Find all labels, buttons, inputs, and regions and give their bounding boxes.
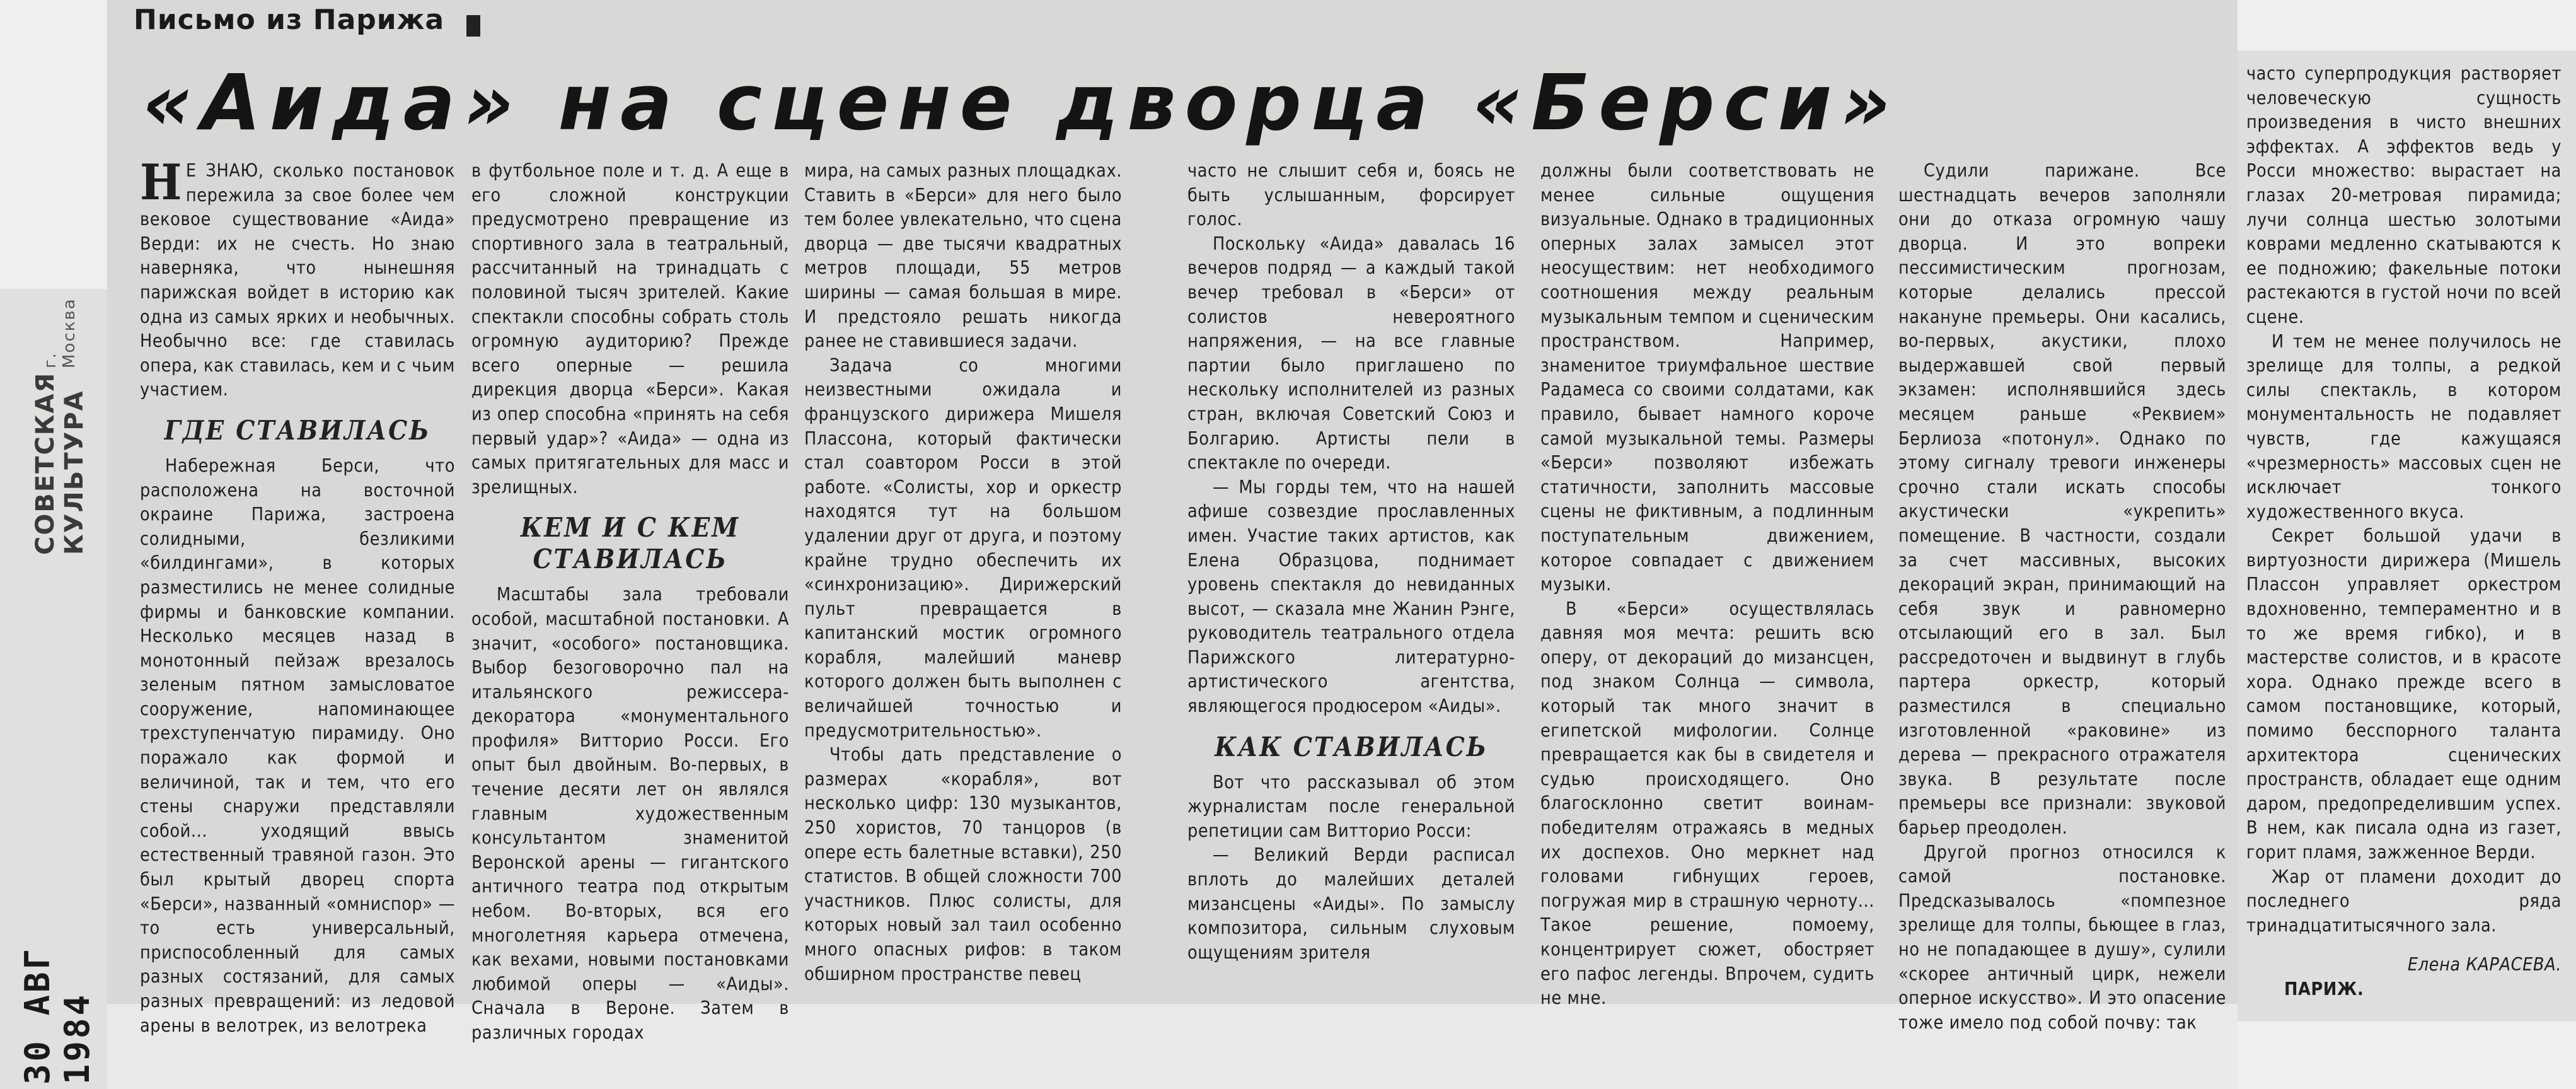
- paragraph: мира, на самых разных площадках. Ставить в «Берси» для него было тем более увлекательно, что сцена дворца — две тысячи квадратных метров площади, 55 метров ширины — самая большая в мире. И предстояло решать никогда ранее не ставившиеся задачи.: [804, 160, 1122, 352]
- article-column-6: [1898, 159, 2226, 1035]
- rubric-ink-mark: [466, 15, 480, 37]
- paragraph: должны были соответствовать не менее сильные ощущения визуальные. Однако в традиционных оперных залах замысел этот неосуществим: нет необходимого соотношения между реальным музыкальным темпом и сценическим пространством. Например, знаменитое триумфальное шествие Радамеса со своими солдатами, как правило, бывает намного короче самой музыкальной темы. Размеры «Берси» позволяют избежать статичности, заполнить массовые сцены не фиктивным, а подлинным поступательным движением, которое совпадает с движением музыки.: [1540, 160, 1874, 595]
- paragraph: И тем не менее получилось не зрелище для толпы, а редкой силы спектакль, в котором монументальность не подавляет чувств, где кажущаяся «чрезмерность» массовых сцен не исключает тонкого художественного вкуса.: [2246, 330, 2562, 522]
- paragraph: — Мы горды тем, что на нашей афише созвездие прославленных имен. Участие таких артистов, как Елена Образцова, поднимает уровень спектакля до невиданных высот, — сказала мне Жанин Рэнге, руководитель театрального отдела Парижского литературно-артистического агентства, являющегося продюсером «Аиды».: [1187, 476, 1515, 717]
- paragraph: Другой прогноз относился к самой постановке. Предсказывалось «помпезное зрелище для толпы, бьющее в глаз, но не попадающее в душу», сулили «скорее античный цирк, нежели оперное искусство». И это опасение тоже имело под собой почву: так: [1898, 841, 2226, 1033]
- article-column-7: [2246, 62, 2562, 1002]
- paragraph-text: Е ЗНАЮ, сколько постановок пережила за свое более чем вековое существование «Аида» Верди: их не счесть. Но знаю наверняка, что нынешняя парижская войдет в историю как одна из самых ярких и необычных. Необычно все: где ставилась опера, как ставилась, кем и с чьим участием.: [140, 160, 455, 400]
- article-headline: «Аида» на сцене дворца «Берси»: [142, 58, 1900, 148]
- paragraph: Вот что рассказывал об этом журналистам после генеральной репетиции сам Витторио Росси:: [1187, 771, 1515, 841]
- article-column-1: [140, 154, 455, 1038]
- stamp-city: г. Москва: [41, 298, 79, 368]
- article-column-4: [1187, 159, 1515, 965]
- article-column-2: [471, 159, 789, 1045]
- date-stamp: 30 АВГ 1984: [18, 946, 97, 1085]
- author-signature: Елена КАРАСЕВА.: [2407, 954, 2562, 975]
- dateline-place: ПАРИЖ.: [2284, 978, 2364, 999]
- paragraph: Секрет большой удачи в виртуозности дирижера (Мишель Плассон управляет оркестром вдохновенно, темпераментно и в то же время гибко), и в мастерстве солистов, и в красоте хора. Однако прежде всего в самом постановщике, который, помимо бесспорного таланта архитектора сценических пространств, обладает еще одним даром, предопределившим успех. В нем, как писала одна из газет, горит пламя, зажженное Верди.: [2246, 525, 2562, 863]
- paragraph: Судили парижане. Все шестнадцать вечеров заполняли они до отказа огромную чашу дворца. И это вопреки пессимистическим прогнозам, которые делались прессой накануне премьеры. Они касались, во-первых, акустики, плохо выдержавшей свой первый экзамен: исполнявшийся здесь месяцем раньше «Реквием» Берлиоза «потонул». Однако по этому сигналу тревоги инженеры срочно стали искать способы акустически «укрепить» помещение. В частности, создали за счет массивных, высоких декораций экран, принимающий на себя звук и равномерно отсылающий его в зал. Был рассредоточен и выдвинут в глубь партера оркестр, который разместился в специально изготовленной «раковине» из дерева — прекрасного отражателя звука. В результате после премьеры все признали: звуковой барьер преодолен.: [1898, 160, 2226, 839]
- paragraph: В «Берси» осуществлялась давняя моя мечта: решить всю оперу, от декораций до мизансцен, под знаком Солнца — символа, который так много значит в египетской мифологии. Солнце превращается как бы в свидетеля и судью происходящего. Оно благосклонно светит воинам-победителям отражаясь в медных их доспехов. Оно меркнет над головами гибнущих героев, погружая мир в страшную черноту... Такое решение, помоему, концентрирует сюжет, обостряет его пафос легенды. Впрочем, судить не мне.: [1540, 598, 1874, 1009]
- paragraph: — Великий Верди расписал вплоть до малейших деталей мизансцены «Аиды». По замыслу композитора, сильным слуховым ощущениям зрителя: [1187, 844, 1515, 963]
- paragraph: Чтобы дать представление о размерах «корабля», вот несколько цифр: 130 музыкантов, 250 хористов, 70 танцоров (в опере есть балетные вставки), 250 статистов. В общей сложности 700 участников. Плюс солисты, для которых новый зал таил особенно много опасных рифов: в таком обширном пространстве певец: [804, 744, 1122, 984]
- paragraph: Масштабы зала требовали особой, масштабной постановки. А значит, «особого» постановщика. Выбор безоговорочно пал на итальянского режиссера-декоратора «монументального профиля» Витторио Росси. Его опыт был двойным. Во-первых, в течение десяти лет он являлся главным художественным консультантом знаменитой Веронской арены — гигантского античного театра под открытым небом. Во-вторых, вся его многолетняя карьера отмечена, как вехами, новыми постановками любимой оперы — «Аиды». Сначала в Вероне. Затем в различных городах: [471, 584, 789, 1043]
- paragraph: часто суперпродукция растворяет человеческую сущность произведения в чисто внешних эффектах. А эффектов ведь у Росси множество: вырастает на глазах 20-метровая пирамида; лучи солнца шестью золотыми коврами медленно скатываются к ее подножию; факельные потоки растекаются в густой ночи по всей сцене.: [2246, 63, 2562, 327]
- paragraph: Задача со многими неизвестными ожидала и французского дирижера Мишеля Плассона, который фактически стал соавтором Росси в этой работе. «Солисты, хор и оркестр находятся тут на большом удалении друг от друга, и поэтому крайне трудно обеспечить их «синхронизацию». Дирижерский пульт превращается в капитанский мостик огромного корабля, малейший маневр которого должен быть выполнен с величайшей точностью и предусмотрительностью».: [804, 354, 1122, 741]
- paragraph: [140, 154, 455, 402]
- section-heading: КЕМ И С КЕМ СТАВИЛАСЬ: [520, 512, 741, 575]
- section-heading: ГДЕ СТАВИЛАСЬ: [164, 414, 431, 446]
- paragraph: Поскольку «Аида» давалась 16 вечеров подряд — а каждый такой вечер требовал в «Берси» от солистов невероятного напряжения, — на все главные партии было приглашено по нескольку исполнителей из разных стран, включая Советский Союз и Болгарию. Артисты пели в спектакле по очереди.: [1187, 233, 1515, 474]
- rubric: Письмо из Парижа: [134, 4, 445, 36]
- section-heading: КАК СТАВИЛАСЬ: [1215, 731, 1488, 762]
- stamp-publication: СОВЕТСКАЯ КУЛЬТУРА: [31, 371, 89, 555]
- paragraph: Набережная Берси, что расположена на восточной окраине Парижа, застроена солидными, безликими «билдингами», в которых разместились не менее солидные фирмы и банковские компании. Несколько месяцев назад в монотонный пейзаж врезалось зеленым пятном замысловатое сооружение, напоминающее трехступенчатую пирамиду. Оно поражало как формой и величиной, так и тем, что его стены снаружи представляли собой... уходящий ввысь естественный травяной газон. Это был крытый дворец спорта «Берси», названный «омниспор» — то есть универсальный, приспособленный для самых разных состязаний, для самых разных превращений: из ледовой арены в велотрек, из велотрека: [140, 455, 455, 1036]
- paragraph: часто не слышит себя и, боясь не быть услышанным, форсирует голос.: [1187, 160, 1515, 230]
- article-column-5: [1540, 159, 1874, 1011]
- paragraph: Жар от пламени доходит до последнего ряда тринадцатитысячного зала.: [2246, 866, 2562, 936]
- paragraph: в футбольное поле и т. д. А еще в его сложной конструкции предусмотрено превращение из спортивного зала в театральный, рассчитанный на тринадцать с половиной тысяч зрителей. Какие спектакли способны собрать столь огромную аудиторию? Прежде всего оперные — решила дирекция дворца «Берси». Какая из опер способна «принять на себя первый удар»? «Аида» — одна из самых притягательных для масс и зрелищных.: [471, 160, 789, 498]
- drop-cap: Н: [140, 154, 182, 211]
- publication-stamp: [31, 298, 89, 555]
- article-column-3: [804, 159, 1122, 986]
